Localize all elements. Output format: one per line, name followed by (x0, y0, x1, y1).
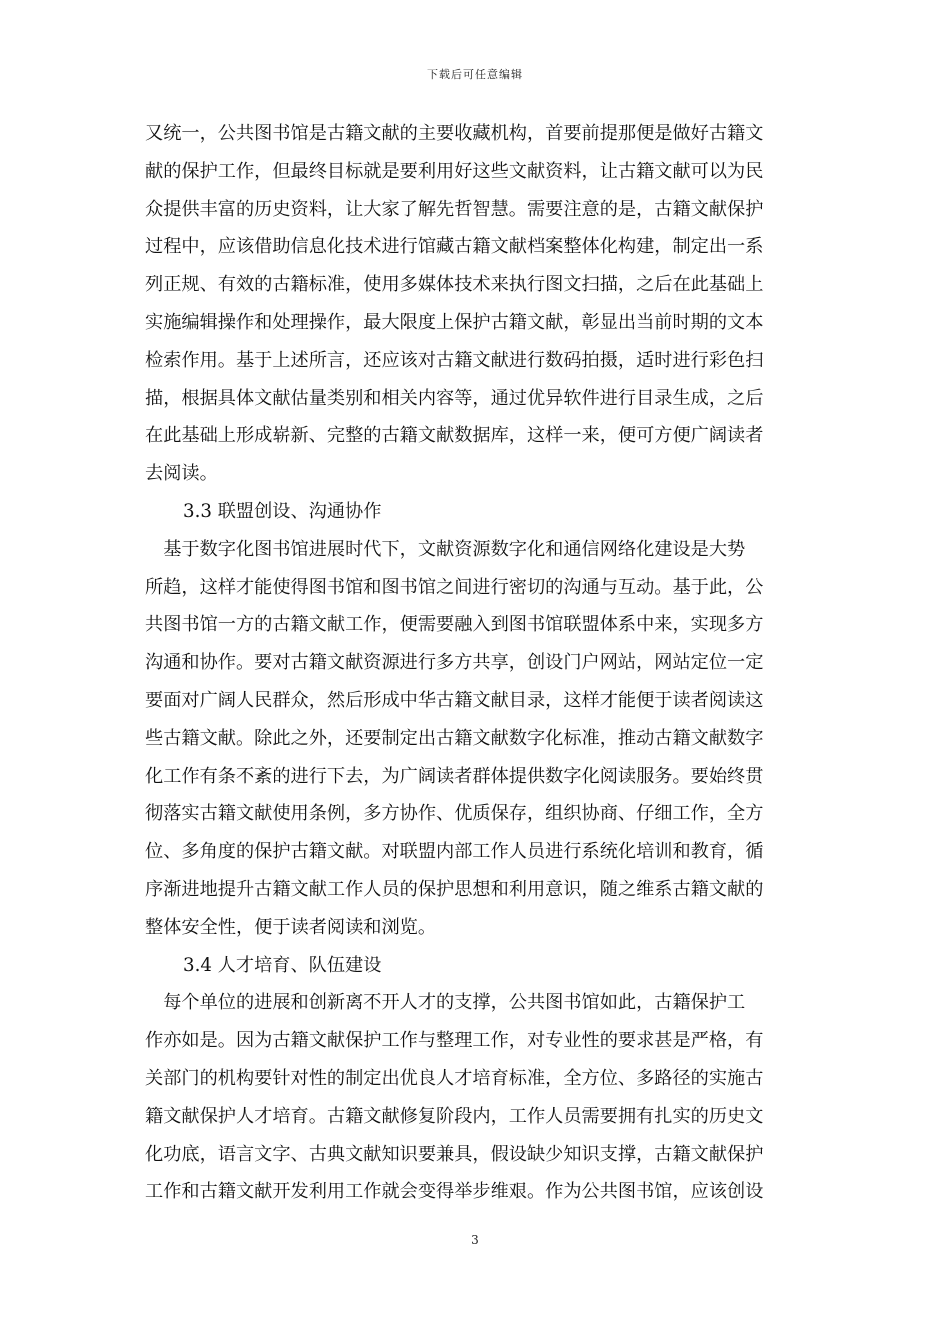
text-line: 检索作用。基于上述所言，还应该对古籍文献进行数码拍摄，适时进行彩色扫 (145, 349, 764, 371)
text-line: 实施编辑操作和处理操作，最大限度上保护古籍文献，彰显出当前时期的文本 (145, 311, 764, 333)
text-line: 作亦如是。因为古籍文献保护工作与整理工作，对专业性的要求甚是严格，有 (145, 1030, 764, 1052)
paragraph (145, 115, 810, 493)
text-line: 过程中，应该借助信息化技术进行馆藏古籍文献档案整体化构建，制定出一系 (145, 236, 764, 258)
body-text (145, 115, 810, 1211)
text-line: 每个单位的进展和创新离不开人才的支撑，公共图书馆如此，古籍保护工 (145, 992, 746, 1014)
text-line: 众提供丰富的历史资料，让大家了解先哲智慧。需要注意的是，古籍文献保护 (145, 198, 764, 220)
paragraph (145, 984, 810, 1211)
text-line: 要面对广阔人民群众，然后形成中华古籍文献目录，这样才能便于读者阅读这 (145, 689, 764, 711)
text-line: 献的保护工作，但最终目标就是要利用好这些文献资料，让古籍文献可以为民 (145, 160, 764, 182)
page-header: 下载后可任意编辑 (427, 68, 523, 81)
paragraph (145, 531, 810, 947)
text-line: 列正规、有效的古籍标准，使用多媒体技术来执行图文扫描，之后在此基础上 (145, 274, 764, 296)
text-line: 籍文献保护人才培育。古籍文献修复阶段内，工作人员需要拥有扎实的历史文 (145, 1105, 764, 1127)
text-line: 所趋，这样才能使得图书馆和图书馆之间进行密切的沟通与互动。基于此，公 (145, 576, 764, 598)
text-line: 序渐进地提升古籍文献工作人员的保护思想和利用意识，随之维系古籍文献的 (145, 878, 764, 900)
text-line: 3.4 人才培育、队伍建设 (183, 954, 382, 976)
text-line: 彻落实古籍文献使用条例，多方协作、优质保存，组织协商、仔细工作，全方 (145, 803, 764, 825)
text-line: 基于数字化图书馆进展时代下，文献资源数字化和通信网络化建设是大势 (145, 538, 746, 560)
text-line: 沟通和协作。要对古籍文献资源进行多方共享，创设门户网站，网站定位一定 (145, 652, 764, 674)
page-number: 3 (471, 1233, 479, 1247)
section-heading (145, 493, 810, 531)
text-line: 去阅读。 (145, 463, 218, 485)
text-line: 在此基础上形成崭新、完整的古籍文献数据库，这样一来，便可方便广阔读者 (145, 425, 764, 447)
text-line: 3.3 联盟创设、沟通协作 (183, 500, 382, 522)
section-heading (145, 947, 810, 985)
text-line: 又统一，公共图书馆是古籍文献的主要收藏机构，首要前提那便是做好古籍文 (145, 123, 764, 144)
text-line: 关部门的机构要针对性的制定出优良人才培育标准，全方位、多路径的实施古 (145, 1067, 764, 1089)
text-line: 描，根据具体文献估量类别和相关内容等，通过优异软件进行目录生成，之后 (145, 387, 764, 409)
text-line: 些古籍文献。除此之外，还要制定出古籍文献数字化标准，推动古籍文献数字 (145, 727, 764, 749)
text-line: 化功底，语言文字、古典文献知识要兼具，假设缺少知识支撑，古籍文献保护 (145, 1143, 764, 1165)
text-line: 工作和古籍文献开发利用工作就会变得举步维艰。作为公共图书馆，应该创设 (145, 1181, 764, 1203)
text-line: 共图书馆一方的古籍文献工作，便需要融入到图书馆联盟体系中来，实现多方 (145, 614, 764, 636)
text-line: 位、多角度的保护古籍文献。对联盟内部工作人员进行系统化培训和教育，循 (145, 841, 764, 863)
text-line: 整体安全性，便于读者阅读和浏览。 (145, 916, 437, 938)
text-line: 化工作有条不紊的进行下去，为广阔读者群体提供数字化阅读服务。要始终贯 (145, 765, 764, 787)
